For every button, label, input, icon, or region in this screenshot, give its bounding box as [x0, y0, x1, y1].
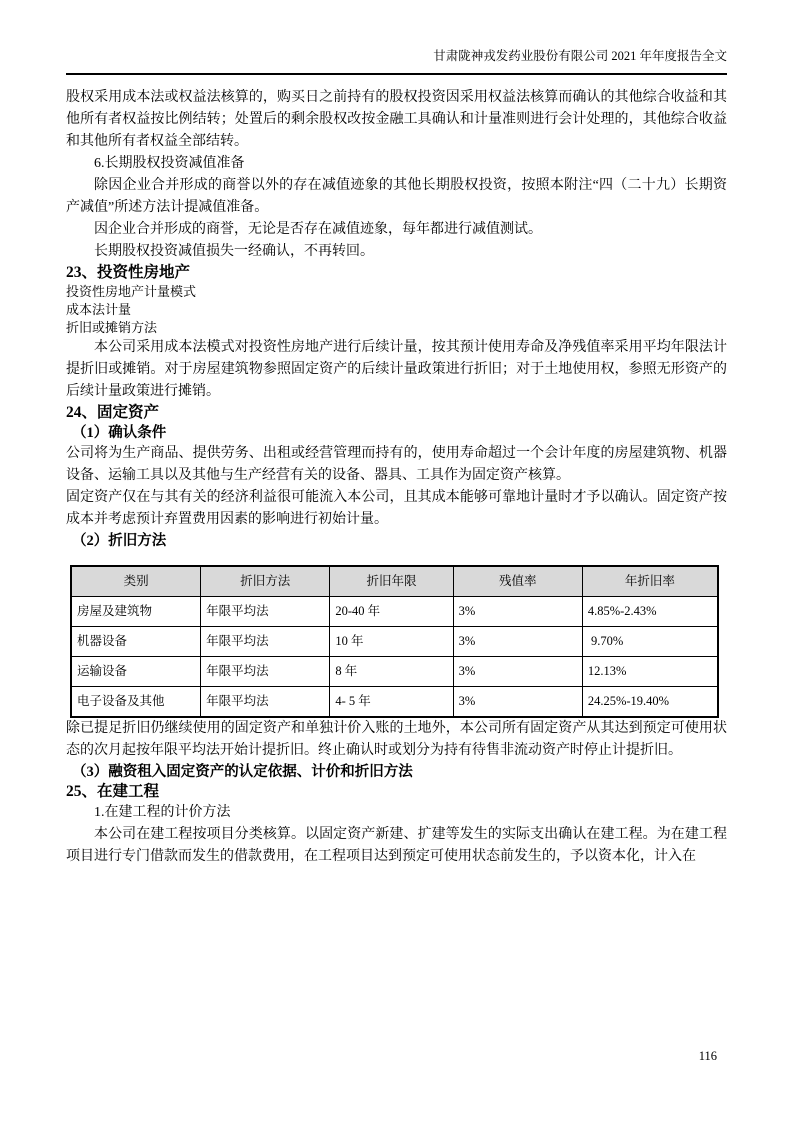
table-cell: 3%	[453, 627, 582, 657]
table-header-annual-rate: 年折旧率	[582, 566, 718, 597]
paragraph-fixed-asset-definition: 公司将为生产商品、提供劳务、出租或经营管理而持有的，使用寿命超过一个会计年度的房屋建筑物、机器设备、运输工具以及其他与生产经营有关的设备、器具、工具作为固定资产核算。	[66, 446, 727, 483]
table-cell: 10 年	[330, 627, 453, 657]
section-24-sub3-heading: （3）融资租入固定资产的认定依据、计价和折旧方法	[72, 764, 413, 780]
table-cell: 4.85%-2.43%	[582, 597, 718, 627]
paragraph-6-impairment: 除因企业合并形成的商誉以外的存在减值迹象的其他长期股权投资，按照本附注“四（二十九）长期资产减值”所述方法计提减值准备。	[66, 178, 727, 215]
table-cell: 24.25%-19.40%	[582, 687, 718, 718]
table-header-category: 类别	[71, 566, 201, 597]
section-25-heading: 25、在建工程	[66, 783, 160, 800]
paragraph-equity-transfer: 股权采用成本法或权益法核算的，购买日之前持有的股权投资因采用权益法核算而确认的其他综合收益和其他所有者权益按比例结转；处置后的剩余股权改按金融工具确认和计量准则进行会计处理的，其他综合收益和其他所有者权益全部结转。	[66, 90, 727, 149]
table-cell: 4- 5 年	[330, 687, 453, 718]
table-cell: 12.13%	[582, 657, 718, 687]
paragraph-cip-method: 本公司在建工程按项目分类核算。以固定资产新建、扩建等发生的实际支出确认在建工程。为在建工程项目进行专门借款而发生的借款费用，在工程项目达到预定可使用状态前发生的，予以资本化，计入在	[66, 827, 727, 864]
section-24-sub1-heading: （1）确认条件	[72, 425, 167, 441]
table-cell: 年限平均法	[201, 657, 330, 687]
line-depreciation-amortization: 折旧或摊销方法	[66, 320, 158, 335]
table-cell: 年限平均法	[201, 687, 330, 718]
table-cell: 机器设备	[71, 627, 201, 657]
depreciation-table	[70, 565, 719, 718]
paragraph-6-goodwill: 因企业合并形成的商誉，无论是否存在减值迹象，每年都进行减值测试。	[94, 222, 542, 237]
table-row-transport	[71, 657, 718, 687]
table-header-method: 折旧方法	[201, 566, 330, 597]
table-header-row	[71, 566, 718, 597]
table-cell: 3%	[453, 657, 582, 687]
paragraph-6-no-reversal: 长期股权投资减值损失一经确认，不再转回。	[94, 244, 374, 259]
table-header-years: 折旧年限	[330, 566, 453, 597]
table-cell: 9.70%	[582, 627, 718, 657]
table-cell: 运输设备	[71, 657, 201, 687]
table-cell: 年限平均法	[201, 597, 330, 627]
paragraph-6-title: 6.长期股权投资减值准备	[94, 156, 245, 171]
table-cell: 房屋及建筑物	[71, 597, 201, 627]
page-number: 116	[698, 1049, 717, 1063]
table-cell: 年限平均法	[201, 627, 330, 657]
paragraph-depreciation-start: 除已提足折旧仍继续使用的固定资产和单独计价入账的土地外，本公司所有固定资产从其达到预定可使用状态的次月起按年限平均法开始计提折旧。终止确认时或划分为持有待售非流动资产时停止计提折旧。	[66, 721, 727, 758]
section-24-heading: 24、固定资产	[66, 404, 160, 421]
page-header-title: 甘肃陇神戎发药业股份有限公司 2021 年年度报告全文	[66, 48, 727, 75]
line-investment-property-mode: 投资性房地产计量模式	[66, 284, 197, 299]
table-row-machinery	[71, 627, 718, 657]
section-24-sub2-heading: （2）折旧方法	[72, 533, 167, 549]
table-cell: 3%	[453, 597, 582, 627]
table-cell: 电子设备及其他	[71, 687, 201, 718]
table-row-buildings	[71, 597, 718, 627]
page-content	[66, 75, 727, 868]
table-cell: 3%	[453, 687, 582, 718]
table-row-electronics	[71, 687, 718, 718]
line-cost-method: 成本法计量	[66, 302, 132, 317]
paragraph-fixed-asset-recognition: 固定资产仅在与其有关的经济利益很可能流入本公司，且其成本能够可靠地计量时才予以确认。固定资产按成本并考虑预计弃置费用因素的影响进行初始计量。	[66, 490, 727, 527]
section-23-heading: 23、投资性房地产	[66, 264, 191, 281]
table-header-residual-rate: 残值率	[453, 566, 582, 597]
table-cell: 20-40 年	[330, 597, 453, 627]
paragraph-cip-title: 1.在建工程的计价方法	[94, 805, 231, 820]
table-cell: 8 年	[330, 657, 453, 687]
paragraph-investment-property: 本公司采用成本法模式对投资性房地产进行后续计量，按其预计使用寿命及净残值率采用平均年限法计提折旧或摊销。对于房屋建筑物参照固定资产的后续计量政策进行折旧；对于土地使用权，参照无形资产的后续计量政策进行摊销。	[66, 340, 727, 399]
